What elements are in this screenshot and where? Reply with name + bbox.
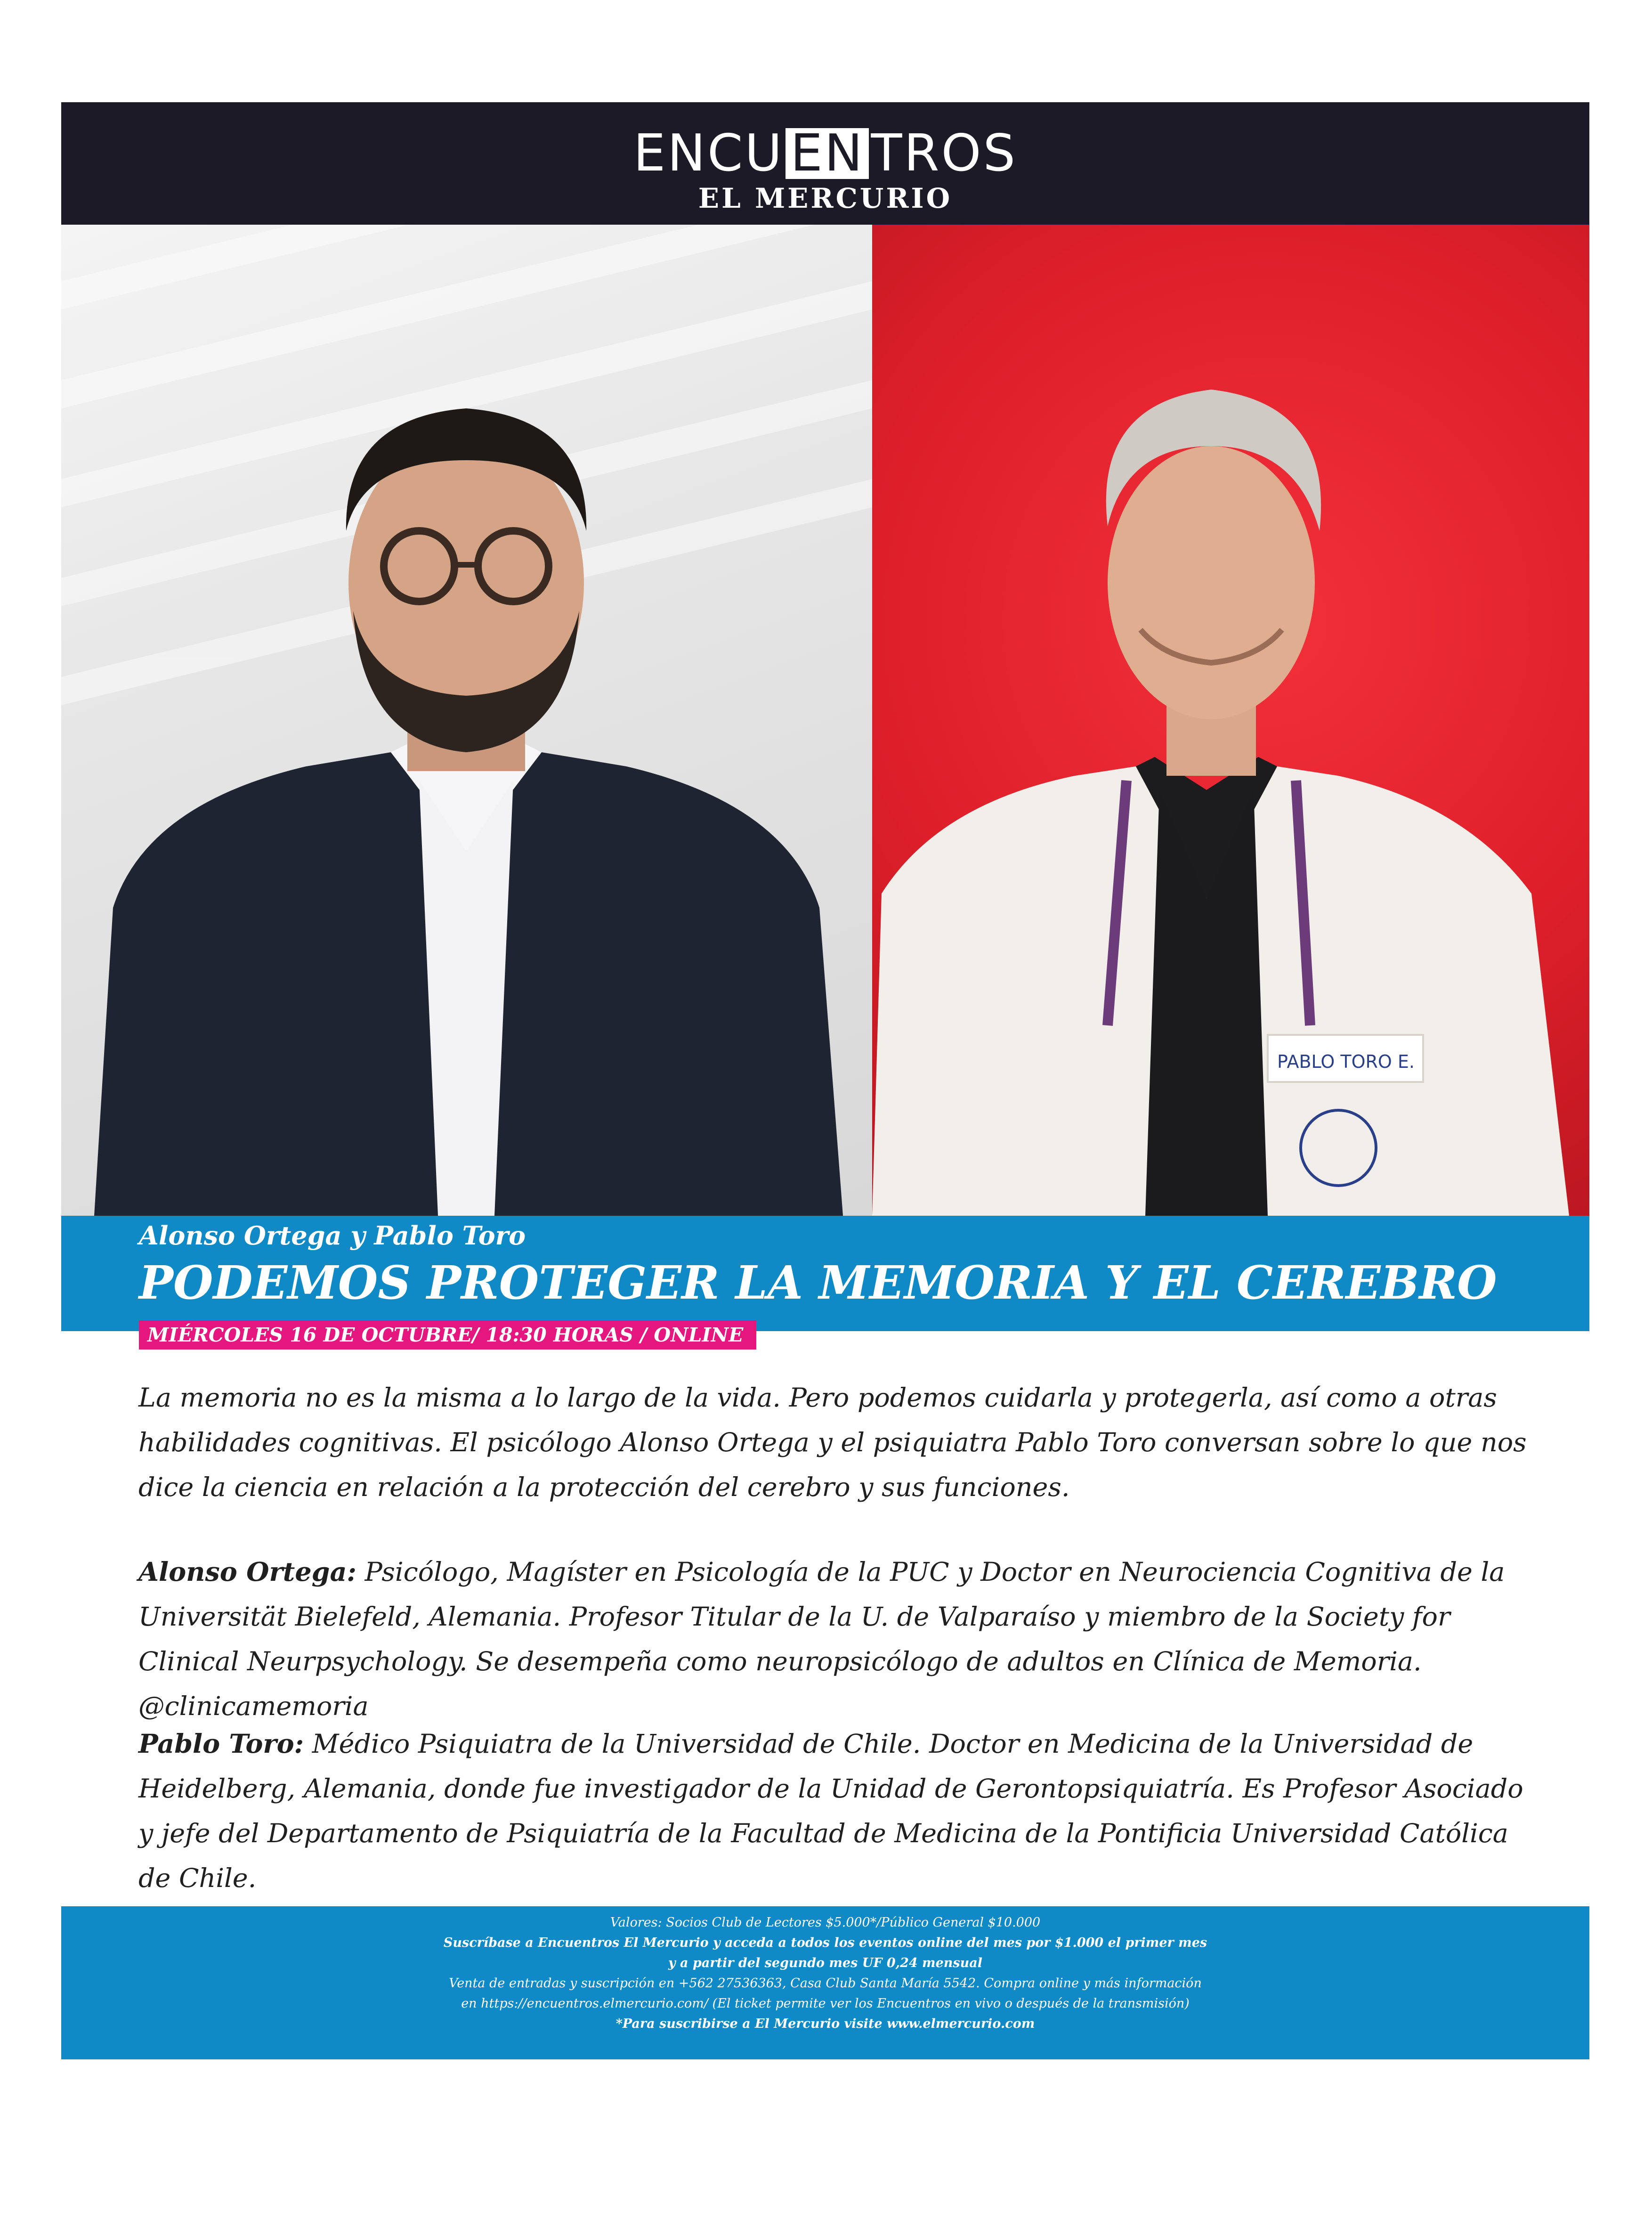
toro-name: Pablo Toro: xyxy=(138,1729,304,1759)
toro-bio: Médico Psiquiatra de la Universidad de Chile. Doctor en Medicina de la Universidad de Heidelberg, Alemania, donde fue investigador de la Unidad de Gerontopsiquiatría. Es Profesor Asociado y jefe del Departamento de Psiquiatría de la Facultad de Medicina de la Pontificia Universidad Católica de Chile. xyxy=(138,1729,1523,1894)
footer-sales-info: Venta de entradas y suscripción en +562 27536363, Casa Club Santa María 5542. Compra online y más información xyxy=(449,1976,1202,1991)
logo-en-box: EN xyxy=(786,128,869,179)
photo-pablo-toro xyxy=(872,225,1589,1216)
footer-prices: Valores: Socios Club de Lectores $5.000*/Público General $10.000 xyxy=(610,1915,1041,1930)
portrait-toro-illustration xyxy=(872,225,1589,1216)
ortega-name: Alonso Ortega: xyxy=(138,1557,356,1587)
photo-alonso-ortega xyxy=(61,225,872,1216)
footer-mercurio-link: *Para suscribirse a El Mercurio visite www.elmercurio.com xyxy=(615,2017,1035,2031)
coat-name-label: PABLO TORO E. xyxy=(1277,1051,1415,1072)
footer-subscription-offer-2: y a partir del segundo mes UF 0,24 mensual xyxy=(668,1956,983,1970)
footer-subscription-offer: Suscríbase a Encuentros El Mercurio y acceda a todos los eventos online del mes por $1.000 el primer mes xyxy=(443,1935,1207,1950)
portrait-ortega-illustration xyxy=(61,225,872,1216)
title-band xyxy=(61,1216,1589,1331)
ortega-bio-paragraph xyxy=(138,1550,1528,1729)
event-title: PODEMOS PROTEGER LA MEMORIA Y EL CEREBRO xyxy=(139,1256,1497,1309)
ortega-bio: Psicólogo, Magíster en Psicología de la PUC y Doctor en Neurociencia Cognitiva de la Universität Bielefeld, Alemania. Profesor Titular de la U. de Valparaíso y miembro de la Society for Clinical Neurpsychology. Se desempeña como neuropsicólogo de adultos en Clínica de Memoria. @clinicamemoria xyxy=(138,1557,1505,1722)
el-mercurio-wordmark: EL MERCURIO xyxy=(698,182,953,214)
header-banner xyxy=(61,102,1589,225)
date-tag: MIÉRCOLES 16 DE OCTUBRE/ 18:30 HORAS / ONLINE xyxy=(139,1320,756,1350)
footer-website-info: en https://encuentros.elmercurio.com/ (El ticket permite ver los Encuentros en vivo o después de la transmisión) xyxy=(461,1996,1190,2011)
toro-bio-paragraph xyxy=(138,1722,1528,1901)
footer-info-band xyxy=(61,1906,1589,2059)
encuentros-logo: ENCU EN TROS xyxy=(633,124,1018,183)
intro-paragraph: La memoria no es la misma a lo largo de la vida. Pero podemos cuidarla y protegerla, así como a otras habilidades cognitivas. El psicólogo Alonso Ortega y el psiquiatra Pablo Toro conversan sobre lo que nos dice la ciencia en relación a la protección del cerebro y sus funciones. xyxy=(138,1382,1527,1503)
speakers-line: Alonso Ortega y Pablo Toro xyxy=(139,1220,526,1251)
